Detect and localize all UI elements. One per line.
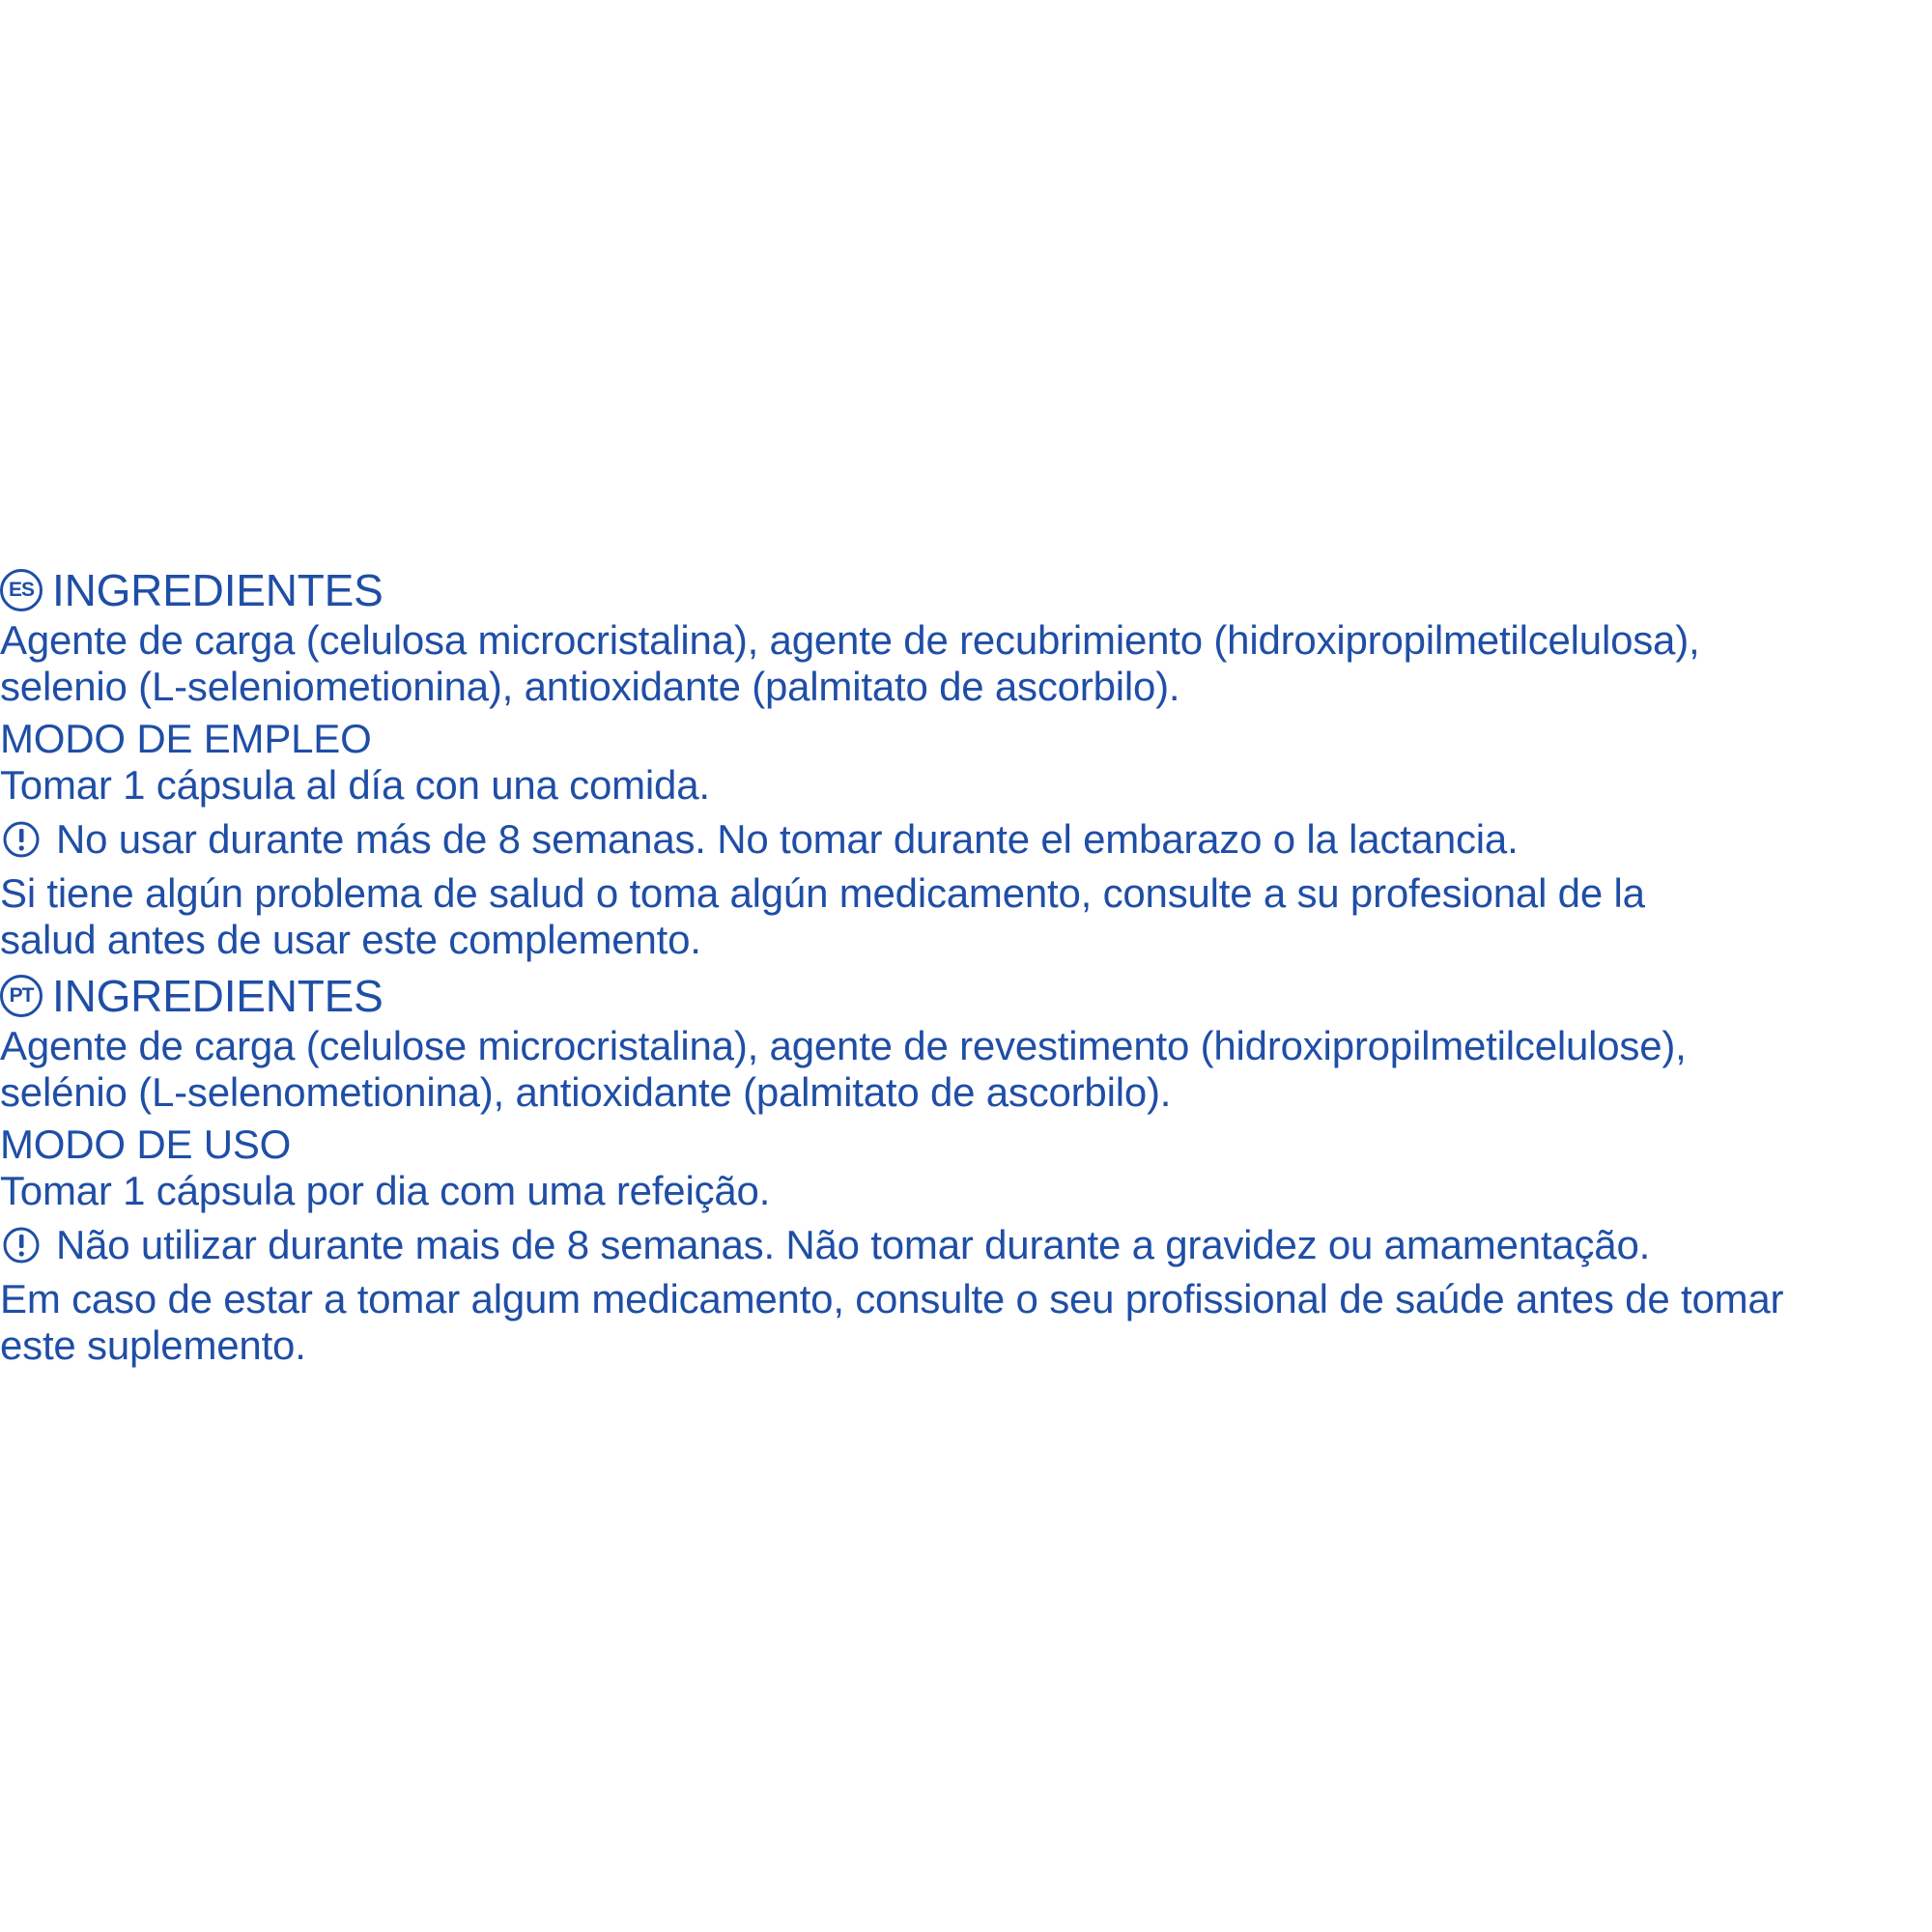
exclamation-circle-icon bbox=[2, 1226, 41, 1264]
pt-usage-text: Tomar 1 cápsula por dia com uma refeição. bbox=[0, 1168, 771, 1213]
es-warning-text: No usar durante más de 8 semanas. No tomar durante el embarazo o la lactancia. bbox=[56, 816, 1519, 862]
pt-advice-line-1: Em caso de estar a tomar algum medicamento, consulte o seu profissional de saúde antes de tomar bbox=[0, 1276, 1784, 1321]
pt-warning bbox=[0, 1222, 1932, 1268]
pt-ingredients-title: INGREDIENTES bbox=[52, 971, 384, 1021]
es-usage-text: Tomar 1 cápsula al día con una comida. bbox=[0, 762, 710, 808]
pt-language-badge-icon: PT bbox=[0, 975, 43, 1017]
es-ingredients-line-2: selenio (L-seleniometionina), antioxidante (palmitato de ascorbilo). bbox=[0, 664, 1180, 709]
es-ingredients-line-1: Agente de carga (celulosa microcristalina), agente de recubrimiento (hidroxipropilmetilcelulosa), bbox=[0, 617, 1700, 663]
pt-warning-text: Não utilizar durante mais de 8 semanas. Não tomar durante a gravidez ou amamentação. bbox=[56, 1222, 1651, 1267]
es-warning bbox=[0, 816, 1932, 863]
supplement-label-text bbox=[0, 563, 1932, 1369]
es-advice-line-2: salud antes de usar este complemento. bbox=[0, 917, 701, 962]
pt-ingredients-line-1: Agente de carga (celulose microcristalina), agente de revestimento (hidroxipropilmetilcelulose), bbox=[0, 1023, 1687, 1068]
es-language-badge-icon: ES bbox=[0, 569, 43, 611]
pt-ingredients-line-2: selénio (L-selenometionina), antioxidante (palmitato de ascorbilo). bbox=[0, 1069, 1172, 1115]
pt-usage-heading: MODO DE USO bbox=[0, 1122, 292, 1167]
es-advice-line-1: Si tiene algún problema de salud o toma algún medicamento, consulte a su profesional de la bbox=[0, 870, 1645, 916]
es-ingredients-title: INGREDIENTES bbox=[52, 565, 384, 615]
es-ingredients-heading bbox=[0, 563, 1932, 617]
exclamation-circle-icon bbox=[2, 820, 41, 859]
es-usage-heading: MODO DE EMPLEO bbox=[0, 716, 372, 761]
pt-advice-line-2: este suplemento. bbox=[0, 1322, 306, 1368]
pt-ingredients-heading bbox=[0, 969, 1932, 1023]
